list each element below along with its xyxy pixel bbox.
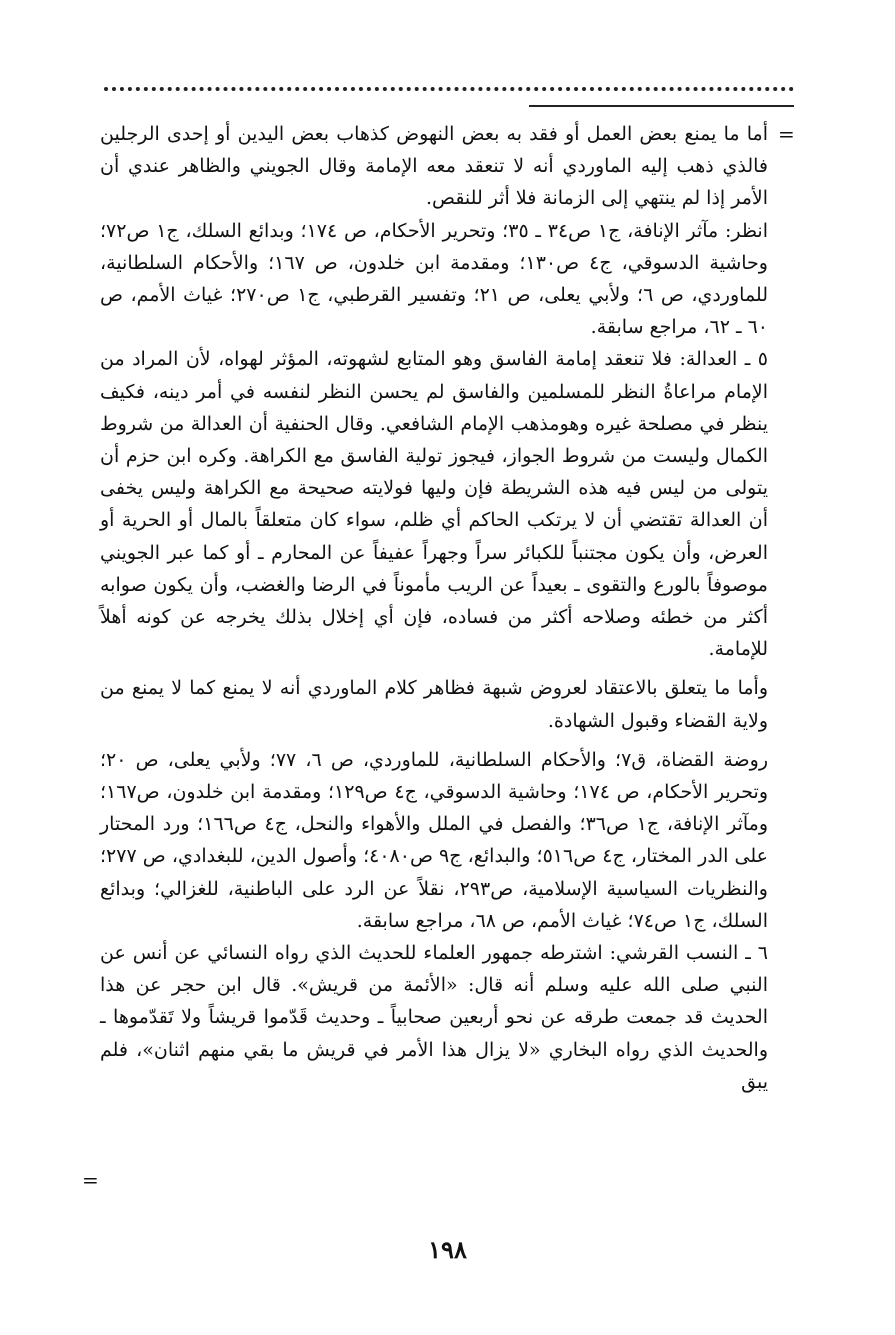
dotted-header-line — [104, 87, 794, 91]
paragraph-belief: وأما ما يتعلق بالاعتقاد لعروض شبهة فظاهر كلام الماوردي أنه لا يمنع كما لا يمنع من ولاية القضاء وقبول الشهادة. — [100, 677, 768, 732]
footnote-separator-rule — [529, 105, 794, 107]
page-number: ١٩٨ — [428, 1235, 467, 1264]
continuation-mark-top: = — [778, 122, 795, 146]
paragraph-justice: ٥ ـ العدالة: فلا تنعقد إمامة الفاسق وهو المتابع لشهوته، المؤثر لهواه، لأن المراد من الإمام مراعاةُ النظر للمسلمين والفاسق لم يحسن النظر لنفسه في أمر دينه، فكيف ينظر في مصلحة غيره وهومذهب الإمام الشافعي. وقال الحنفية أن العدالة من شروط الكمال وليست من شروط الجواز، فيجوز تولية الفاسق مع الكراهة. وكره ابن حزم أن يتولى من ليس فيه هذه الشريطة فإن وليها فولايته صحيحة مع الكراهة وليس يخفى أن العدالة تقتضي أن لا يرتكب الحاكم أي ظلم، سواء كان متعلقاً بالمال أو الحرية أو العرض، وأن يكون مجتنباً للكبائر سراً وجهراً عفيفاً عن المحارم ـ أو كما عبر الجويني موصوفاً بالورع والتقوى ـ بعيداً عن الريب مأموناً في الرضا والغضب، وأن يكون صوابه أكثر من خطئه وصلاحه أكثر من فساده، فإن أي إخلال بذلك يخرجه عن كونه أهلاً للإمامة. — [100, 348, 768, 661]
paragraph-references-2: روضة القضاة، ق٧؛ والأحكام السلطانية، للماوردي، ص ٦، ٧٧؛ ولأبي يعلى، ص ٢٠؛ وتحرير الأحكام، ص ١٧٤؛ وحاشية الدسوقي، ج٤ ص١٢٩؛ ومقدمة ابن خلدون، ص١٦٧؛ ومآثر الإنافة، ج١ ص٣٦؛ والفصل في الملل والأهواء والنحل، ج٤ ص١٦٦؛ ورد المحتار على الدر المختار، ج٤ ص٥١٦؛ والبدائع، ج٩ ص٤٠٨٠؛ وأصول الدين، للبغدادي، ص ٢٧٧؛ والنظريات السياسية الإسلامية، ص٢٩٣، نقلاً عن الرد على الباطنية، للغزالي؛ وبدائع السلك، ج١ ص٧٤؛ غياث الأمم، ص ٦٨، مراجع سابقة. — [100, 748, 769, 932]
paragraph-references-1: انظر: مآثر الإنافة، ج١ ص٣٤ ـ ٣٥؛ وتحرير الأحكام، ص ١٧٤؛ وبدائع السلك، ج١ ص٧٢؛ وحاشية الدسوقي، ج٤ ص١٣٠؛ ومقدمة ابن خلدون، ص ١٦٧؛ والأحكام السلطانية، للماوردي، ص ٦؛ ولأبي يعلى، ص ٢١؛ وتفسير القرطبي، ج١ ص٢٧٠؛ غياث الأمم، ص ٦٠ ـ ٦٢، مراجع سابقة. — [100, 219, 769, 339]
paragraph-impairment: أما ما يمنع بعض العمل أو فقد به بعض النهوض كذهاب بعض اليدين أو إحدى الرجلين فالذي ذهب إليه الماوردي أنه لا تنعقد معه الإمامة وقال الجويني والظاهر عندي أن الأمر إذا لم ينتهي إلى الزمانة فلا أثر للنقص. — [100, 123, 768, 210]
footnote-text — [100, 118, 768, 1098]
continuation-mark-bottom: = — [82, 1168, 99, 1192]
paragraph-qurashi-lineage: ٦ ـ النسب القرشي: اشترطه جمهور العلماء للحديث الذي رواه النسائي عن أنس عن النبي صلى الله عليه وسلم أنه قال: «الأئمة من قريش». قال ابن حجر عن هذا الحديث قد جمعت طرقه عن نحو أربعين صحابياً ـ وحديث قَدّموا قريشاً ولا تَقدّموها ـ والحديث الذي رواه البخاري «لا يزال هذا الأمر في قريش ما بقي منهم اثنان»، فلم يبق — [100, 942, 768, 1093]
